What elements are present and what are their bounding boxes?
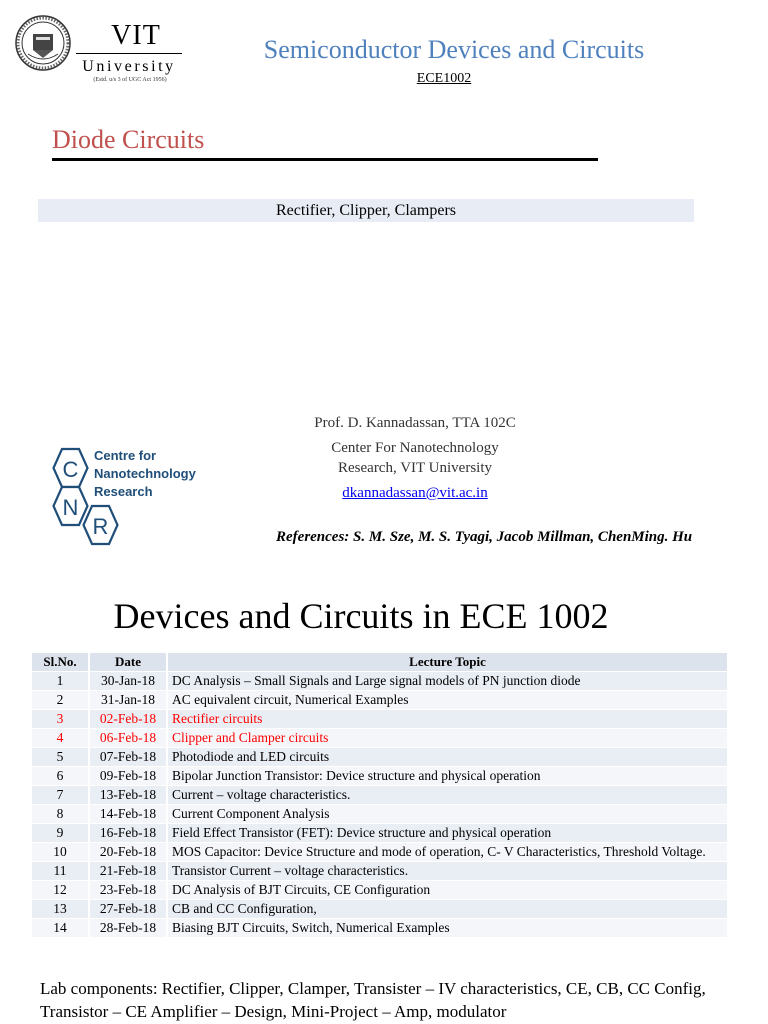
row-date: 21-Feb-18: [89, 862, 167, 881]
header-sl-no: Sl.No.: [32, 653, 89, 672]
row-topic: Bipolar Junction Transistor: Device structure and physical operation: [167, 767, 728, 786]
table-header-row: [32, 653, 728, 672]
row-topic: CB and CC Configuration,: [167, 900, 728, 919]
row-date: 07-Feb-18: [89, 748, 167, 767]
table-row: [32, 710, 728, 729]
lecture-schedule-table: [32, 653, 729, 938]
table-body: [32, 672, 728, 938]
row-number: 4: [32, 729, 89, 748]
table-row: [32, 672, 728, 691]
table-row: [32, 824, 728, 843]
row-number: 8: [32, 805, 89, 824]
topic-subtitle: Rectifier, Clipper, Clampers: [38, 199, 694, 222]
row-date: 31-Jan-18: [89, 691, 167, 710]
vit-university-logo: [10, 8, 182, 83]
row-number: 10: [32, 843, 89, 862]
row-topic: Clipper and Clamper circuits: [167, 729, 728, 748]
table-row: [32, 805, 728, 824]
row-number: 14: [32, 919, 89, 938]
row-date: 16-Feb-18: [89, 824, 167, 843]
vit-seal-icon: [14, 14, 72, 72]
row-number: 7: [32, 786, 89, 805]
cnr-name-line1: Centre for: [94, 448, 157, 463]
row-topic: Rectifier circuits: [167, 710, 728, 729]
topic-divider: [52, 158, 598, 161]
cnr-name-line3: Research: [94, 484, 153, 499]
table-row: [32, 786, 728, 805]
cnr-name: [94, 447, 196, 501]
instructor-dept-line1: Center For Nanotechnology: [331, 440, 499, 456]
row-topic: Current Component Analysis: [167, 805, 728, 824]
table-row: [32, 843, 728, 862]
logo-university-text: University: [82, 58, 176, 75]
header-date: Date: [89, 653, 167, 672]
row-date: 28-Feb-18: [89, 919, 167, 938]
table-row: [32, 767, 728, 786]
row-topic: Transistor Current – voltage characteristics.: [167, 862, 728, 881]
course-code: ECE1002: [416, 71, 472, 86]
cnr-letter-c: C: [62, 457, 79, 482]
table-row: [32, 748, 728, 767]
instructor-dept-line2: Research, VIT University: [338, 460, 492, 476]
cnr-letter-n: N: [62, 495, 79, 520]
row-date: 20-Feb-18: [89, 843, 167, 862]
row-number: 9: [32, 824, 89, 843]
row-number: 3: [32, 710, 89, 729]
row-number: 11: [32, 862, 89, 881]
row-number: 2: [32, 691, 89, 710]
table-row: [32, 729, 728, 748]
row-date: 23-Feb-18: [89, 881, 167, 900]
row-date: 14-Feb-18: [89, 805, 167, 824]
row-topic: Biasing BJT Circuits, Switch, Numerical Examples: [167, 919, 728, 938]
table-row: [32, 900, 728, 919]
row-date: 13-Feb-18: [89, 786, 167, 805]
row-date: 27-Feb-18: [89, 900, 167, 919]
table-row: [32, 919, 728, 938]
table-row: [32, 691, 728, 710]
references-text: References: S. M. Sze, M. S. Tyagi, Jacob Millman, ChenMing. Hu: [276, 529, 693, 545]
row-number: 5: [32, 748, 89, 767]
row-topic: DC Analysis of BJT Circuits, CE Configuration: [167, 881, 728, 900]
row-date: 09-Feb-18: [89, 767, 167, 786]
instructor-name: Prof. D. Kannadassan, TTA 102C: [314, 415, 516, 431]
topic-title: Diode Circuits: [52, 125, 205, 154]
row-date: 02-Feb-18: [89, 710, 167, 729]
schedule-title: Devices and Circuits in ECE 1002: [113, 596, 609, 636]
row-topic: AC equivalent circuit, Numerical Examples: [167, 691, 728, 710]
row-date: 30-Jan-18: [89, 672, 167, 691]
table-row: [32, 862, 728, 881]
course-title: Semiconductor Devices and Circuits: [263, 35, 645, 64]
row-topic: Photodiode and LED circuits: [167, 748, 728, 767]
table-row: [32, 881, 728, 900]
row-topic: MOS Capacitor: Device Structure and mode of operation, C- V Characteristics, Threshold Voltage.: [167, 843, 728, 862]
row-number: 13: [32, 900, 89, 919]
row-number: 6: [32, 767, 89, 786]
instructor-email-link[interactable]: dkannadassan@vit.ac.in: [342, 485, 488, 501]
row-topic: DC Analysis – Small Signals and Large signal models of PN junction diode: [167, 672, 728, 691]
cnr-letter-r: R: [92, 514, 109, 539]
row-topic: Current – voltage characteristics.: [167, 786, 728, 805]
row-topic: Field Effect Transistor (FET): Device structure and physical operation: [167, 824, 728, 843]
row-number: 1: [32, 672, 89, 691]
logo-estd-text: (Estd. u/s 3 of UGC Act 1956): [93, 77, 167, 83]
lab-components-text: Lab components: Rectifier, Clipper, Clamper, Transister – IV characteristics, CE, CB, CC Config, Transistor – CE Amplifier – Design, Mini-Project – Amp, modulator: [40, 979, 706, 1021]
row-date: 06-Feb-18: [89, 729, 167, 748]
row-number: 12: [32, 881, 89, 900]
cnr-name-line2: Nanotechnology: [94, 466, 196, 481]
logo-vit-text: VIT: [111, 20, 161, 51]
logo-divider: [76, 53, 182, 54]
header-lecture-topic: Lecture Topic: [167, 653, 728, 672]
